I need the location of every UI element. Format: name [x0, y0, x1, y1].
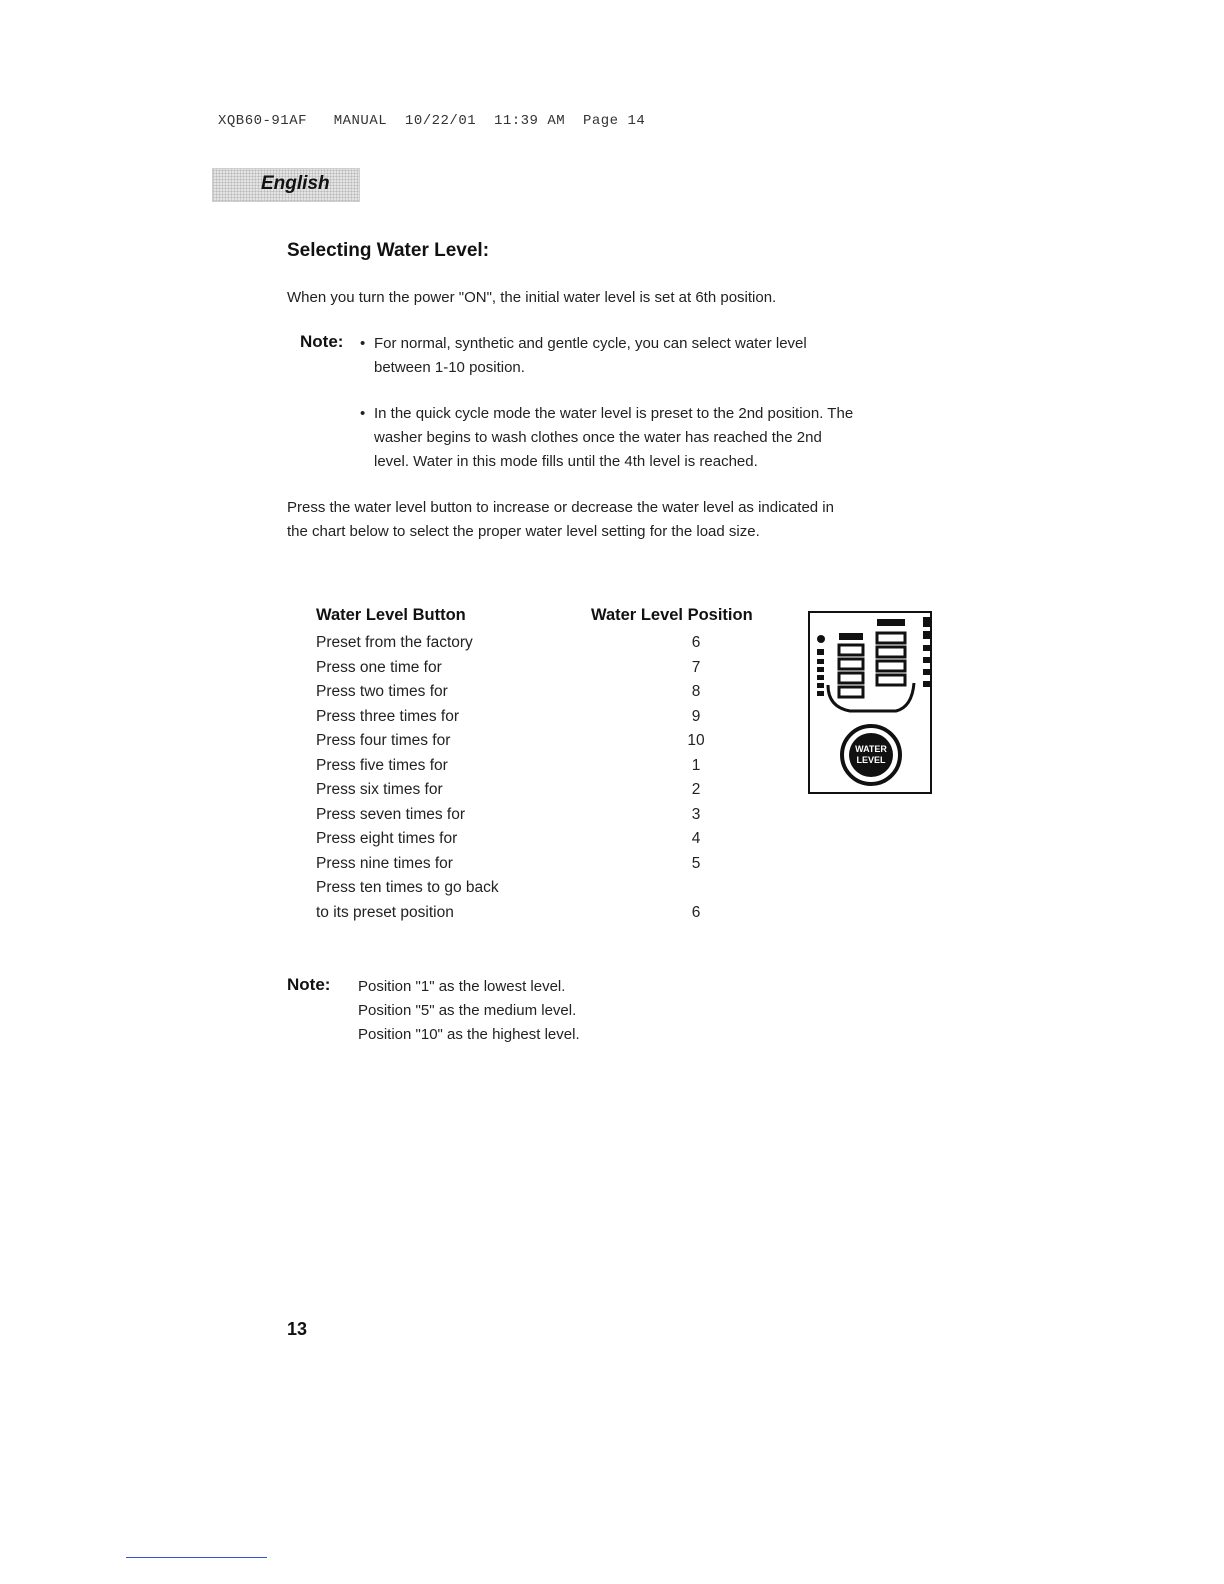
instruction-line: the chart below to select the proper water level setting for the load size.: [287, 523, 760, 540]
table-row: [316, 827, 736, 852]
note-lines: [358, 975, 580, 1047]
row-position: 5: [691, 854, 701, 872]
svg-text:WATER: WATER: [855, 744, 887, 754]
row-label: Press five times for: [316, 756, 448, 774]
row-position: 1: [691, 756, 701, 774]
table-row: [316, 901, 736, 926]
note-line: Position "1" as the lowest level.: [358, 978, 566, 995]
table-row: [316, 656, 736, 681]
water-level-panel-icon: [808, 611, 932, 794]
language-tab: [212, 168, 360, 202]
row-label: Press three times for: [316, 707, 459, 725]
table-row: [316, 876, 736, 901]
table-row: [316, 803, 736, 828]
intro-paragraph: When you turn the power "ON", the initial water level is set at 6th position.: [287, 289, 777, 306]
table-row: [316, 680, 736, 705]
note-bullet-line: between 1-10 position.: [374, 359, 525, 376]
row-label: Press one time for: [316, 658, 442, 676]
row-label: Preset from the factory: [316, 634, 473, 651]
row-position: 6: [691, 903, 701, 921]
row-label: Press nine times for: [316, 854, 453, 872]
row-label: Press eight times for: [316, 830, 458, 847]
note-bullet: [360, 332, 934, 380]
bullet-icon: •: [360, 335, 366, 352]
row-label: Press ten times to go back: [316, 879, 499, 896]
note-line: Position "5" as the medium level.: [358, 1002, 577, 1019]
table-row: [316, 705, 736, 730]
print-header: XQB60-91AF MANUAL 10/22/01 11:39 AM Page 14: [218, 113, 646, 129]
table-row: [316, 852, 736, 877]
row-label: to its preset position: [316, 903, 454, 921]
row-position: 2: [691, 781, 701, 798]
note-line: Position "10" as the highest level.: [358, 1026, 580, 1043]
note-label: Note:: [300, 332, 344, 351]
table-row: [316, 631, 736, 656]
row-label: Press seven times for: [316, 805, 466, 823]
language-tab-label: English: [261, 173, 330, 194]
row-position: 9: [691, 707, 701, 725]
row-label: Press four times for: [316, 732, 451, 749]
row-position: 7: [691, 658, 701, 676]
row-position: 8: [691, 683, 701, 700]
note-label: Note:: [287, 975, 331, 994]
row-position: 10: [687, 732, 705, 749]
table-row: [316, 729, 736, 754]
footer-divider: [126, 1557, 267, 1558]
table-row: [316, 778, 736, 803]
table-header-button: Water Level Button: [316, 606, 466, 624]
water-level-table: [316, 631, 736, 925]
row-position: 3: [691, 805, 701, 823]
page-number: 13: [287, 1319, 308, 1339]
note-bullet-line: washer begins to wash clothes once the water has reached the 2nd: [374, 429, 822, 446]
instruction-line: Press the water level button to increase or decrease the water level as indicated in: [287, 499, 834, 516]
section-title: Selecting Water Level:: [287, 240, 490, 261]
note-bullet-line: For normal, synthetic and gentle cycle, you can select water level: [374, 335, 807, 352]
row-position: 4: [691, 830, 701, 847]
table-header-position: Water Level Position: [591, 606, 753, 624]
row-label: Press two times for: [316, 683, 448, 700]
instruction-paragraph: [287, 496, 927, 544]
note-bullet: [360, 402, 934, 474]
svg-text:LEVEL: LEVEL: [856, 755, 886, 765]
table-row: [316, 754, 736, 779]
bullet-icon: •: [360, 405, 366, 422]
note-bullet-line: level. Water in this mode fills until the 4th level is reached.: [374, 453, 758, 470]
row-label: Press six times for: [316, 781, 443, 798]
row-position: 6: [691, 634, 701, 651]
note-bullet-line: In the quick cycle mode the water level is preset to the 2nd position. The: [374, 405, 854, 422]
